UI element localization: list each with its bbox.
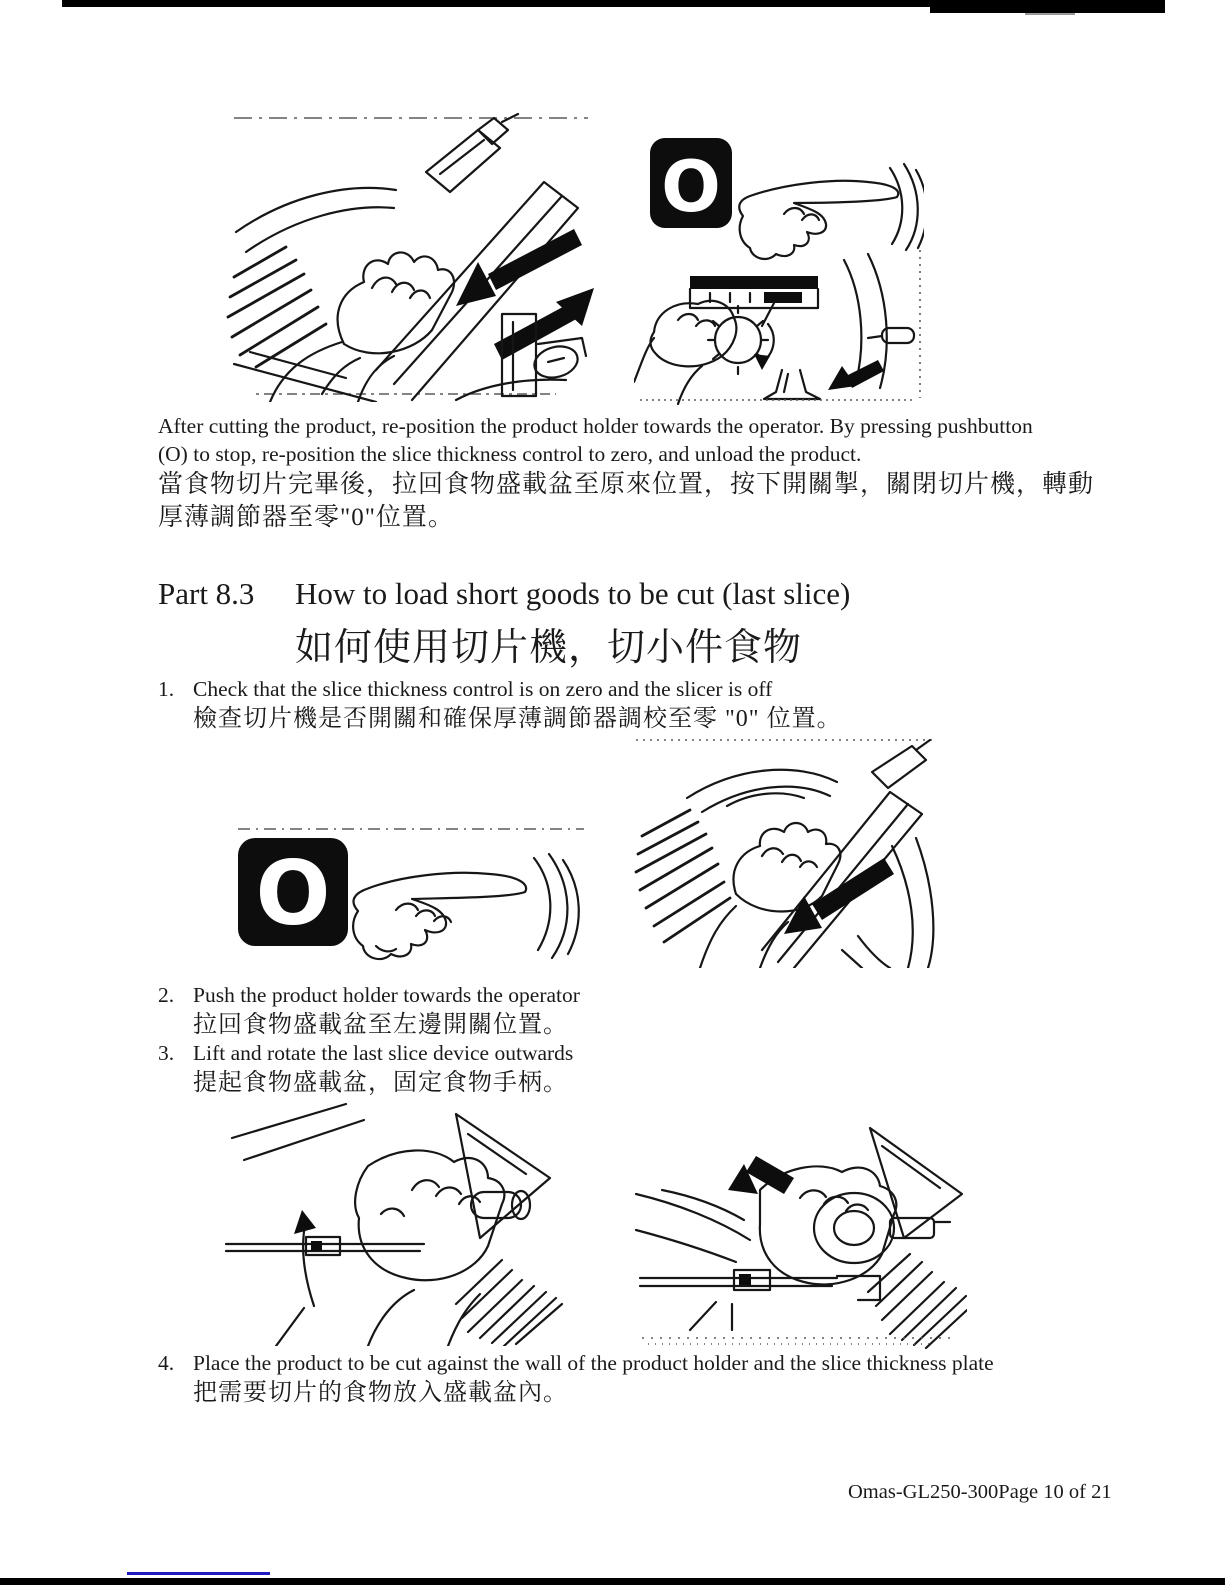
structure-lines [276, 1290, 480, 1346]
step-3-number: 3. [158, 1041, 175, 1065]
footer-page-info: Omas-GL250-300Page 10 of 21 [848, 1481, 1112, 1503]
meat-hatch-lines [636, 810, 730, 942]
small-arrow-icon [828, 360, 884, 390]
scan-noise-top-right [1025, 13, 1075, 15]
figure-stop-and-knob [634, 130, 924, 405]
device-rod-drawing [226, 1237, 424, 1255]
intro-paragraph [158, 412, 1094, 534]
step-3 [158, 1040, 580, 1098]
carriage-arm-drawing [762, 740, 930, 968]
step-4-text-en: Place the product to be cut against the wall of the product holder and the slice thickness plate [193, 1351, 994, 1375]
intro-en-line-2: (O) to stop, re-position the slice thickness control to zero, and unload the product. [158, 442, 862, 466]
background-lines [232, 1104, 364, 1160]
intro-zh-line-2: 厚薄調節器至零"0"位置。 [158, 504, 454, 531]
slicer-hatch-lines [868, 1254, 967, 1348]
device-rod-drawing [640, 1270, 880, 1330]
sharpener-drawing [426, 114, 518, 192]
figure-lift-last-slice-device [216, 1094, 564, 1346]
pointing-hand-icon [353, 854, 579, 959]
hand-on-knob-drawing [634, 301, 736, 404]
figure-pull-product-holder [632, 736, 937, 968]
fist-on-handle-drawing [355, 1150, 530, 1280]
last-slice-lift-drawing [216, 1094, 564, 1346]
meat-hatch-lines [228, 247, 326, 367]
arm-lines [636, 1190, 750, 1262]
slicer-column-lines [842, 838, 933, 968]
hand-on-holder-drawing [270, 252, 454, 402]
control-panel-switch [764, 292, 802, 303]
section-heading [158, 576, 850, 671]
step-3-text-en: Lift and rotate the last slice device outwards [193, 1041, 574, 1065]
stop-button-drawing [236, 826, 586, 968]
stop-and-knob-drawing [634, 130, 924, 405]
section-title-zh: 如何使用切片機，切小件食物 [295, 627, 803, 669]
stop-button-label: O [255, 842, 331, 945]
step-1 [158, 676, 842, 734]
intro-en-line-1: After cutting the product, re-position the product holder towards the operator. By pressing pushbutton [158, 414, 1033, 438]
thin-curved-arrow-icon [303, 1220, 314, 1306]
thin-arrowhead-icon [294, 1210, 316, 1234]
hand-on-holder-drawing [700, 823, 840, 968]
pull-arrow-icon [784, 858, 894, 934]
step-2 [158, 982, 580, 1040]
knob-turn-arrowhead-icon [754, 354, 770, 370]
double-arrow-icon [456, 229, 594, 360]
rod-clamp-block [311, 1241, 322, 1251]
footer-blue-underline [127, 1572, 270, 1575]
rod-clamp-block [739, 1274, 751, 1285]
step-4-text-zh: 把需要切片的食物放入盛載盆內。 [193, 1380, 568, 1406]
slicer-hood-lines [687, 770, 837, 812]
slicer-holder-drawing [226, 112, 596, 402]
step-2-text-en: Push the product holder towards the operator [193, 983, 580, 1007]
figure-rotate-last-slice-device [632, 1098, 967, 1350]
step-1-number: 1. [158, 677, 175, 701]
step-2-number: 2. [158, 983, 175, 1007]
section-label: Part 8.3 [158, 576, 255, 611]
control-panel-bar [690, 276, 818, 289]
last-slice-rotate-drawing [632, 1098, 967, 1350]
page-border-bottom [0, 1578, 1225, 1585]
page-border-top-right-thick [930, 0, 1165, 13]
stop-button-label: O [661, 146, 721, 228]
slicer-body-lines [234, 188, 566, 402]
step-1-text-en: Check that the slice thickness control is on zero and the slicer is off [193, 677, 773, 701]
step-2-text-zh: 拉回食物盛載盆至左邊開關位置。 [193, 1012, 568, 1038]
holder-wedge-drawing [456, 1114, 550, 1238]
step-4-number: 4. [158, 1351, 175, 1375]
step-3-text-zh: 提起食物盛載盆，固定食物手柄。 [193, 1070, 568, 1096]
section-title-en: How to load short goods to be cut (last slice) [295, 576, 851, 611]
slicer-pull-drawing [632, 736, 937, 968]
step-4 [158, 1350, 994, 1408]
figure-reposition-product-holder [226, 112, 596, 402]
pointing-hand-icon [739, 164, 924, 259]
step-1-text-zh: 檢查切片機是否開關和確保厚薄調節器調校至零 "0" 位置。 [193, 706, 842, 732]
steps-2-3 [158, 982, 580, 1098]
intro-zh-line-1: 當食物切片完畢後，拉回食物盛載盆至原來位置，按下開關掣，關閉切片機，轉動 [158, 471, 1095, 498]
figure-stop-button [236, 826, 586, 968]
